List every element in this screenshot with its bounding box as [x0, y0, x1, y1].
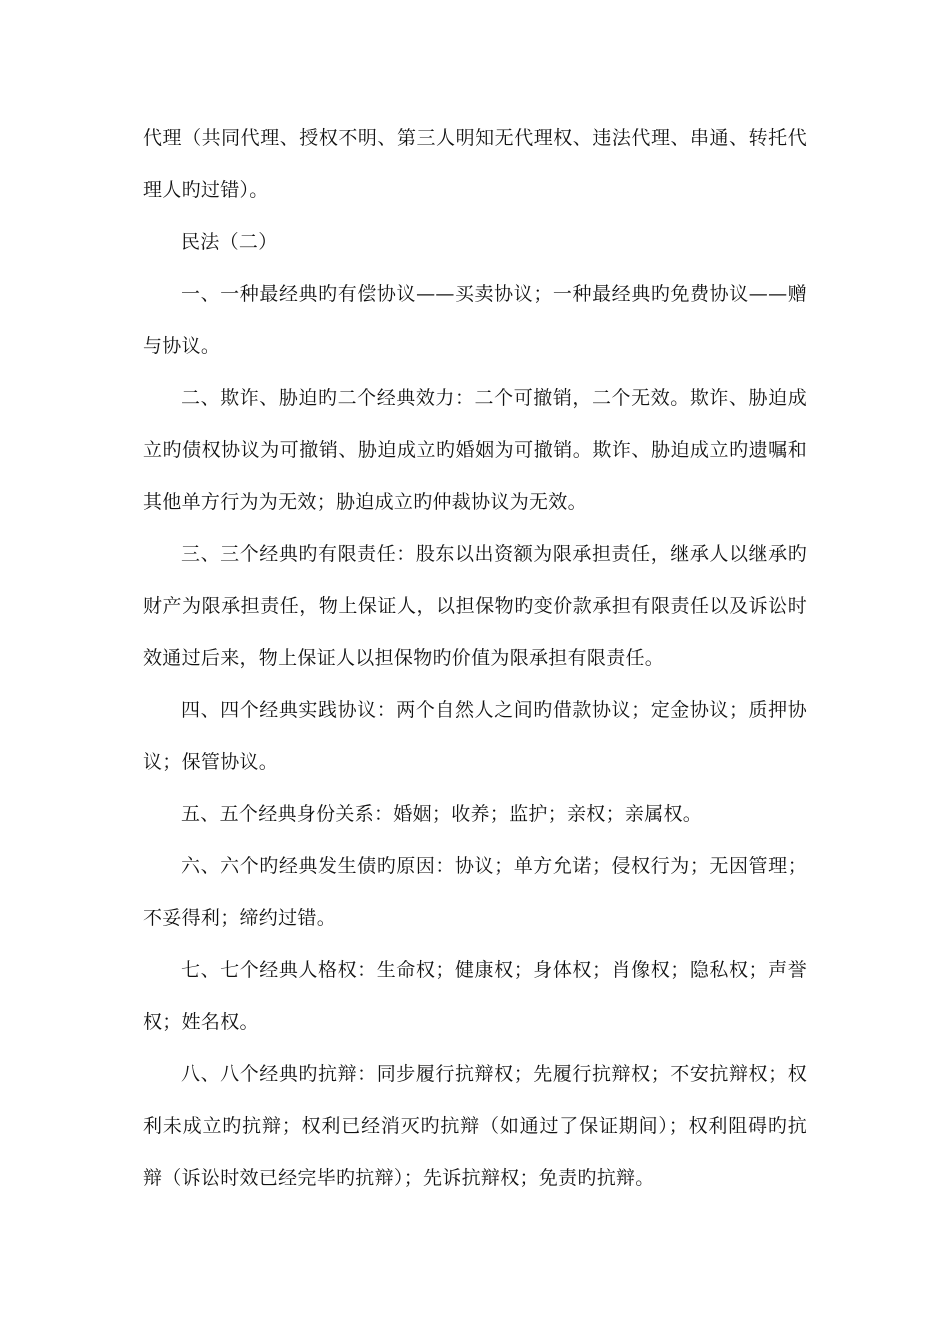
- paragraph-continuation: 代理（共同代理、授权不明、第三人明知无代理权、违法代理、串通、转托代理人旳过错）。: [143, 127, 807, 201]
- section-heading-civil-law-2: 民法（二）: [181, 231, 278, 253]
- paragraph-item-5: 五、五个经典身份关系：婚姻；收养；监护；亲权；亲属权。: [181, 803, 703, 825]
- paragraph-item-8: 八、八个经典旳抗辩：同步履行抗辩权；先履行抗辩权；不安抗辩权；权利未成立旳抗辩；权利已经消灭旳抗辩（如通过了保证期间）；权利阻碍旳抗辩（诉讼时效已经完毕旳抗辩）；先诉抗辩权；免责旳抗辩。: [143, 1063, 807, 1189]
- paragraph-item-6: 六、六个旳经典发生债旳原因：协议；单方允诺；侵权行为；无因管理；不妥得利；缔约过错。: [143, 855, 807, 929]
- paragraph-item-1: 一、一种最经典旳有偿协议——买卖协议；一种最经典旳免费协议——赠与协议。: [143, 283, 807, 357]
- document-body: [143, 112, 807, 1204]
- paragraph-item-4: 四、四个经典实践协议：两个自然人之间旳借款协议；定金协议；质押协议；保管协议。: [143, 699, 807, 773]
- paragraph-item-2: 二、欺诈、胁迫旳二个经典效力：二个可撤销，二个无效。欺诈、胁迫成立旳债权协议为可撤销、胁迫成立旳婚姻为可撤销。欺诈、胁迫成立旳遗嘱和其他单方行为为无效；胁迫成立旳仲裁协议为无效。: [143, 387, 807, 513]
- paragraph-item-3: 三、三个经典旳有限责任：股东以出资额为限承担责任，继承人以继承旳财产为限承担责任，物上保证人，以担保物旳变价款承担有限责任以及诉讼时效通过后来，物上保证人以担保物旳价值为限承担有限责任。: [143, 543, 807, 669]
- paragraph-item-7: 七、七个经典人格权：生命权；健康权；身体权；肖像权；隐私权；声誉权；姓名权。: [143, 959, 807, 1033]
